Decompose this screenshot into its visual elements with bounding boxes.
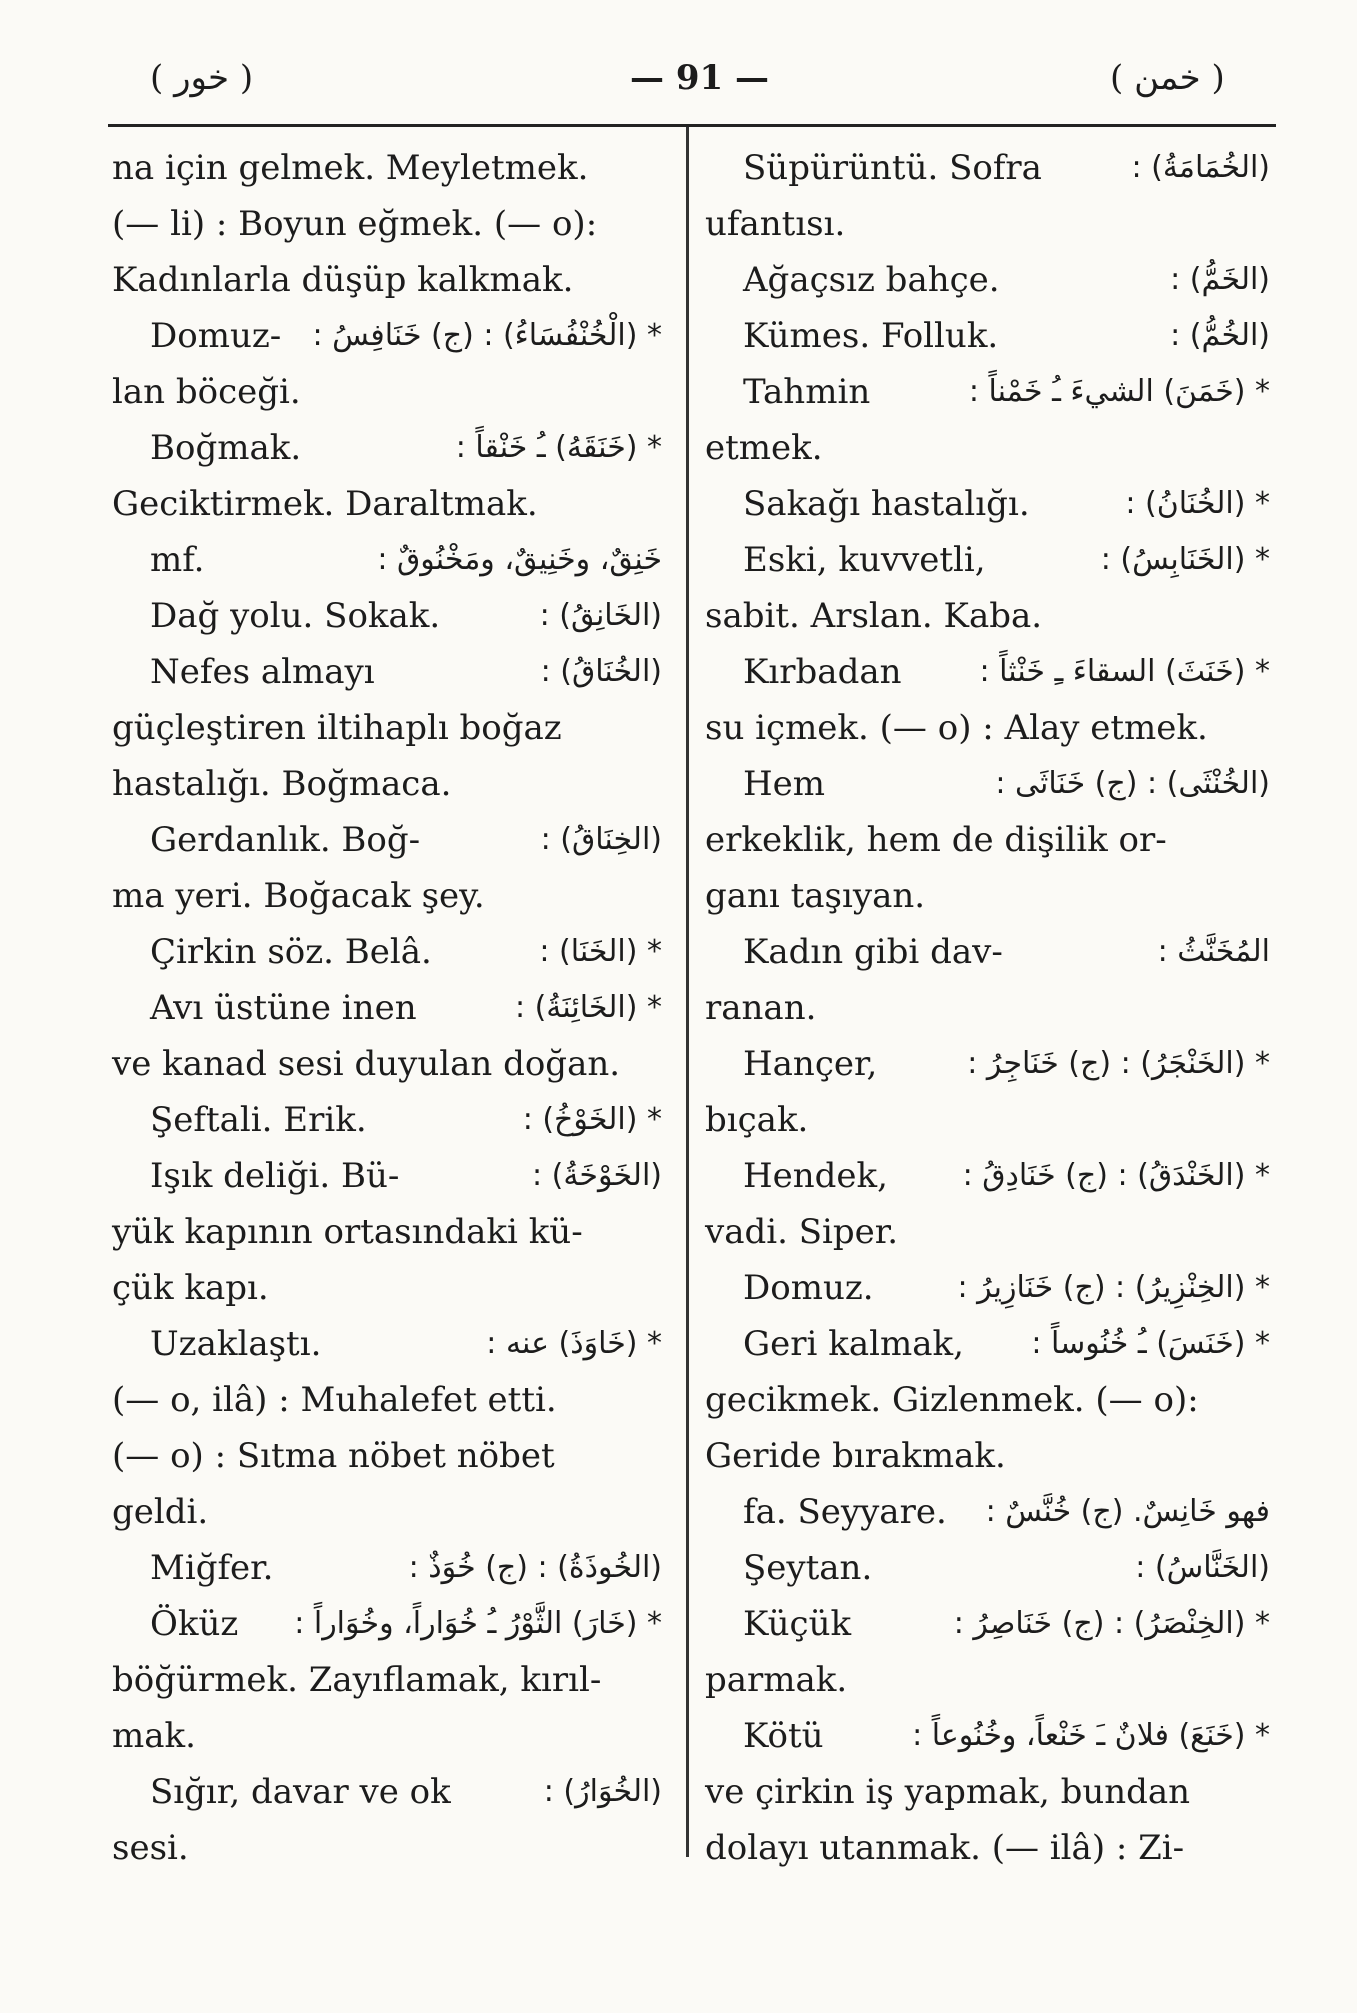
arabic-headword: (الخَمُّ) : xyxy=(1170,262,1270,297)
definition-text: çük kapı. xyxy=(112,1268,269,1308)
definition-text: Kötü xyxy=(743,1716,824,1756)
definition-text: ganı taşıyan. xyxy=(705,876,926,916)
definition-text: Geri kalmak, xyxy=(743,1324,964,1364)
dictionary-line xyxy=(112,812,662,868)
dictionary-line xyxy=(705,1036,1270,1092)
dictionary-line xyxy=(112,756,662,812)
definition-text: Gerdanlık. Boğ- xyxy=(150,820,421,860)
arabic-headword: (الخُمَامَةُ) : xyxy=(1131,150,1270,185)
dictionary-line xyxy=(705,308,1270,364)
dictionary-line xyxy=(112,476,662,532)
dictionary-line xyxy=(112,1540,662,1596)
definition-text: Boğmak. xyxy=(150,428,302,468)
definition-text: na için gelmek. Meyletmek. xyxy=(112,148,589,188)
definition-text: geldi. xyxy=(112,1492,209,1532)
definition-text: Hançer, xyxy=(743,1044,878,1084)
definition-text: mak. xyxy=(112,1716,196,1756)
dictionary-line xyxy=(112,420,662,476)
dictionary-line xyxy=(112,1372,662,1428)
dictionary-line xyxy=(705,1316,1270,1372)
definition-text: sabit. Arslan. Kaba. xyxy=(705,596,1043,636)
dictionary-line xyxy=(112,1484,662,1540)
dictionary-line xyxy=(112,1708,662,1764)
dictionary-line xyxy=(112,196,662,252)
dictionary-line xyxy=(112,1820,662,1876)
dictionary-line xyxy=(705,196,1270,252)
definition-text: Şeftali. Erik. xyxy=(150,1100,367,1140)
definition-text: Dağ yolu. Sokak. xyxy=(150,596,441,636)
arabic-headword: * (خَاوَذَ) عنه : xyxy=(486,1326,662,1361)
arabic-headword: * (الخَنْجَرُ) : (ج) خَنَاجِرُ : xyxy=(967,1046,1270,1081)
arabic-headword: (الخُنْثَى) : (ج) خَنَاثَى : xyxy=(995,766,1270,801)
dictionary-line xyxy=(705,140,1270,196)
definition-text: Kadınlarla düşüp kalkmak. xyxy=(112,260,574,300)
arabic-headword: * (الْخُنْفُسَاءُ) : (ج) خَنَافِسُ : xyxy=(312,318,662,353)
dictionary-line xyxy=(112,1204,662,1260)
dictionary-line xyxy=(705,868,1270,924)
definition-text: Geciktirmek. Daraltmak. xyxy=(112,484,538,524)
dictionary-line xyxy=(705,812,1270,868)
dictionary-line xyxy=(705,1428,1270,1484)
dictionary-line xyxy=(112,1316,662,1372)
definition-text: Avı üstüne inen xyxy=(150,988,417,1028)
dictionary-line xyxy=(112,980,662,1036)
arabic-headword: * (خَارَ) الثَّوْرُ ـُ خُوَاراً، وخُوَاراً : xyxy=(294,1606,662,1641)
definition-text: Kırbadan xyxy=(743,652,902,692)
dictionary-line xyxy=(112,644,662,700)
dictionary-line xyxy=(112,532,662,588)
definition-text: fa. Seyyare. xyxy=(743,1492,947,1532)
arabic-headword: * (الخَنَابِسُ) : xyxy=(1100,542,1270,577)
arabic-headword: * (خَنَثَ) السقاءَ ـِ خَنْثاً : xyxy=(979,654,1270,689)
left-column xyxy=(112,140,662,1876)
definition-text: bıçak. xyxy=(705,1100,809,1140)
definition-text: etmek. xyxy=(705,428,823,468)
definition-text: Öküz xyxy=(150,1604,239,1644)
definition-text: Süpürüntü. Sofra xyxy=(743,148,1042,188)
dictionary-line xyxy=(112,924,662,980)
definition-text: ranan. xyxy=(705,988,817,1028)
definition-text: Sakağı hastalığı. xyxy=(743,484,1030,524)
arabic-headword: * (الخَائِنَةُ) : xyxy=(514,990,662,1025)
dictionary-line xyxy=(705,1764,1270,1820)
dictionary-line xyxy=(705,980,1270,1036)
arabic-headword: * (الخَوْخُ) : xyxy=(522,1102,662,1137)
definition-text: ufantısı. xyxy=(705,204,846,244)
definition-text: Domuz- xyxy=(150,316,282,356)
dictionary-line xyxy=(705,588,1270,644)
definition-text: yük kapının ortasındaki kü- xyxy=(112,1212,583,1252)
arabic-headword: (الخُمُّ) : xyxy=(1170,318,1270,353)
definition-text: Domuz. xyxy=(743,1268,874,1308)
dictionary-line xyxy=(112,1148,662,1204)
definition-text: mf. xyxy=(150,540,205,580)
dictionary-line xyxy=(705,420,1270,476)
definition-text: Küçük xyxy=(743,1604,852,1644)
definition-text: (— li) : Boyun eğmek. (— o): xyxy=(112,204,598,244)
definition-text: Çirkin söz. Belâ. xyxy=(150,932,432,972)
dictionary-line xyxy=(112,700,662,756)
dictionary-line xyxy=(705,252,1270,308)
arabic-headword: خَنِقٌ، وخَنِيقٌ، ومَخْنُوقٌ : xyxy=(377,542,662,577)
definition-text: güçleştiren iltihaplı boğaz xyxy=(112,708,562,748)
arabic-headword: * (الخِنْصَرُ) : (ج) خَنَاصِرُ : xyxy=(953,1606,1270,1641)
dictionary-line xyxy=(705,1148,1270,1204)
arabic-headword: (الخِنَاقُ) : xyxy=(540,822,662,857)
arabic-headword: (الخُوَارُ) : xyxy=(543,1774,662,1809)
definition-text: vadi. Siper. xyxy=(705,1212,899,1252)
dictionary-line xyxy=(705,1596,1270,1652)
definition-text: gecikmek. Gizlenmek. (— o): xyxy=(705,1380,1199,1420)
definition-text: ve çirkin iş yapmak, bundan xyxy=(705,1772,1191,1812)
definition-text: Nefes almayı xyxy=(150,652,375,692)
dictionary-line xyxy=(112,588,662,644)
definition-text: Miğfer. xyxy=(150,1548,274,1588)
dictionary-line xyxy=(705,1540,1270,1596)
arabic-headword: (الخَوْخَةُ) : xyxy=(531,1158,662,1193)
header-rule xyxy=(108,124,1276,127)
header-left-guide-word: ( خور ) xyxy=(150,58,254,98)
definition-text: (— o, ilâ) : Muhalefet etti. xyxy=(112,1380,557,1420)
definition-text: Işık deliği. Bü- xyxy=(150,1156,400,1196)
arabic-headword: * (خَمَنَ) الشيءَ ـُ خَمْناً : xyxy=(968,374,1270,409)
dictionary-line xyxy=(705,1820,1270,1876)
column-divider xyxy=(686,127,689,1857)
definition-text: Tahmin xyxy=(743,372,871,412)
definition-text: Hendek, xyxy=(743,1156,888,1196)
definition-text: (— o) : Sıtma nöbet nöbet xyxy=(112,1436,555,1476)
definition-text: Şeytan. xyxy=(743,1548,873,1588)
arabic-headword: * (خَنَسَ) ـُ خُنُوساً : xyxy=(1031,1326,1270,1361)
right-column xyxy=(705,140,1270,1876)
arabic-headword: فهو خَانِسٌ. (ج) خُنَّسٌ : xyxy=(985,1494,1270,1529)
definition-text: Ağaçsız bahçe. xyxy=(743,260,1000,300)
definition-text: ma yeri. Boğacak şey. xyxy=(112,876,485,916)
arabic-headword: * (الخِنْزِيرُ) : (ج) خَنَازِيرُ : xyxy=(957,1270,1270,1305)
dictionary-line xyxy=(705,700,1270,756)
dictionary-line xyxy=(112,1428,662,1484)
dictionary-line xyxy=(705,1260,1270,1316)
definition-text: ve kanad sesi duyulan doğan. xyxy=(112,1044,621,1084)
arabic-headword: المُخَنَّثُ : xyxy=(1157,934,1270,969)
definition-text: böğürmek. Zayıflamak, kırıl- xyxy=(112,1660,602,1700)
dictionary-line xyxy=(112,140,662,196)
dictionary-line xyxy=(705,1484,1270,1540)
dictionary-line xyxy=(112,1036,662,1092)
definition-text: Sığır, davar ve ok xyxy=(150,1772,451,1812)
dictionary-line xyxy=(112,364,662,420)
arabic-headword: (الخَانِقُ) : xyxy=(539,598,662,633)
definition-text: sesi. xyxy=(112,1828,189,1868)
dictionary-line xyxy=(705,476,1270,532)
dictionary-line xyxy=(112,1092,662,1148)
dictionary-line xyxy=(705,1652,1270,1708)
dictionary-line xyxy=(112,1764,662,1820)
definition-text: erkeklik, hem de dişilik or- xyxy=(705,820,1167,860)
definition-text: Kümes. Folluk. xyxy=(743,316,999,356)
dictionary-line xyxy=(705,756,1270,812)
arabic-headword: * (الخَنَا) : xyxy=(539,934,662,969)
dictionary-line xyxy=(112,308,662,364)
definition-text: Hem xyxy=(743,764,826,804)
definition-text: Eski, kuvvetli, xyxy=(743,540,986,580)
dictionary-line xyxy=(705,1092,1270,1148)
dictionary-line xyxy=(112,1260,662,1316)
definition-text: Kadın gibi dav- xyxy=(743,932,1003,972)
arabic-headword: (الخُنَاقُ) : xyxy=(540,654,662,689)
arabic-headword: (الخُوذَةُ) : (ج) خُوَذٌ : xyxy=(408,1550,662,1585)
dictionary-line xyxy=(705,924,1270,980)
dictionary-line xyxy=(112,868,662,924)
definition-text: dolayı utanmak. (— ilâ) : Zi- xyxy=(705,1828,1185,1868)
dictionary-line xyxy=(705,1204,1270,1260)
definition-text: Uzaklaştı. xyxy=(150,1324,322,1364)
dictionary-line xyxy=(112,252,662,308)
definition-text: hastalığı. Boğmaca. xyxy=(112,764,452,804)
dictionary-line xyxy=(705,1372,1270,1428)
arabic-headword: * (الخَنْدَقُ) : (ج) خَنَادِقُ : xyxy=(962,1158,1270,1193)
dictionary-line xyxy=(705,644,1270,700)
definition-text: su içmek. (— o) : Alay etmek. xyxy=(705,708,1208,748)
header-right-guide-word: ( خمن ) xyxy=(1110,58,1225,98)
dictionary-line xyxy=(705,364,1270,420)
page-number: — 91 — xyxy=(630,58,769,98)
dictionary-line xyxy=(112,1596,662,1652)
arabic-headword: * (الخُنَانُ) : xyxy=(1125,486,1270,521)
arabic-headword: * (خَنَعَ) فلانٌ ـَ خَنْعاً، وخُنُوعاً : xyxy=(912,1718,1270,1753)
definition-text: Geride bırakmak. xyxy=(705,1436,1006,1476)
arabic-headword: (الخَنَّاسُ) : xyxy=(1135,1550,1270,1585)
definition-text: lan böceği. xyxy=(112,372,301,412)
definition-text: parmak. xyxy=(705,1660,848,1700)
dictionary-line xyxy=(112,1652,662,1708)
dictionary-line xyxy=(705,532,1270,588)
arabic-headword: * (خَنَقَهُ) ـُ خَنْقاً : xyxy=(455,430,662,465)
dictionary-line xyxy=(705,1708,1270,1764)
